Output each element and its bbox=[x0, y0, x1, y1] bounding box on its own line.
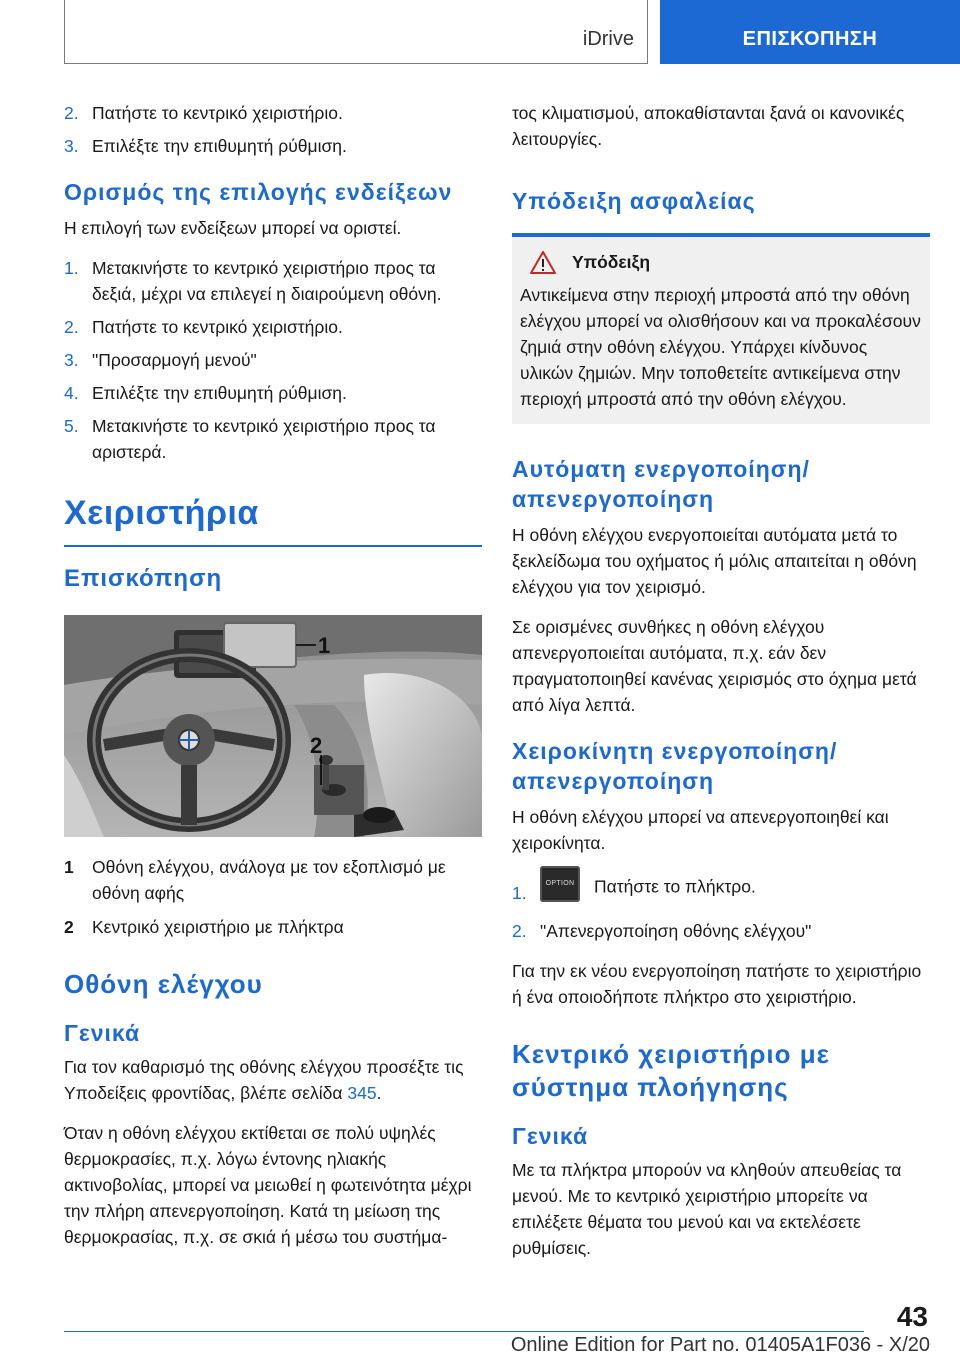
auto-paragraph-1: Η οθόνη ελέγχου ενεργοποιείται αυτόματα μετά το ξεκλείδωμα του οχήματος ή μόλις απαιτείται η οθόνη ελέγχου για τον χειρισμό. bbox=[512, 525, 917, 597]
heading-overview: Επισκόπηση bbox=[64, 565, 223, 592]
left-column bbox=[64, 100, 482, 1264]
list-item: 2. Πατήστε το κεντρικό χειριστήριο. bbox=[64, 103, 343, 123]
footer-rule bbox=[64, 1331, 864, 1332]
footer-edition: Online Edition for Part no. 01405A1F036 - X/20 bbox=[510, 1334, 930, 1356]
safety-text: Αντικείμενα στην περιοχή μπροστά από την οθόνη ελέγχου μπορεί να ολισθήσουν και να προκαλέσουν ζημιά στην οθόνη ελέγχου. Υπάρχει κίνδυνος υλικών ζημιών. Μην τοποθετείτε αντικείμενα στην περιοχή μπροστά από την οθόνη ελέγχου. bbox=[520, 285, 921, 409]
figure-label-1: 1 bbox=[318, 633, 331, 658]
header-section-tab[interactable]: ΕΠΙΣΚΟΠΗΣΗ bbox=[660, 0, 960, 64]
caption-row: 2 Κεντρικό χειριστήριο με πλήκτρα bbox=[64, 917, 344, 937]
heading-general: Γενικά bbox=[64, 1020, 141, 1046]
heading-control-display: Οθόνη ελέγχου bbox=[64, 969, 263, 999]
safety-note bbox=[512, 233, 930, 424]
list-item: 3. Επιλέξτε την επιθυμητή ρύθμιση. bbox=[64, 136, 347, 156]
list-item: 2. Πατήστε το κεντρικό χειριστήριο. bbox=[64, 317, 343, 337]
manual-paragraph: Η οθόνη ελέγχου μπορεί να απενεργοποιηθεί και χειροκίνητα. bbox=[512, 807, 889, 853]
header-chapter: iDrive bbox=[582, 28, 634, 50]
heading-controller-navigation: Κεντρικό χειριστήριο με σύστημα πλοήγησης bbox=[512, 1039, 831, 1102]
auto-paragraph-2: Σε ορισμένες συνθήκες η οθόνη ελέγχου απενεργοποιείται αυτόματα, π.χ. εάν δεν πραγματοποιηθεί κανένας χειρισμός στο όχημα μετά από λίγα λεπτά. bbox=[512, 617, 917, 715]
display-steps bbox=[64, 255, 482, 465]
page-link[interactable]: 345 bbox=[347, 1083, 377, 1103]
general-paragraph-1: Για τον καθαρισμό της οθόνης ελέγχου προσέξτε τις Υποδείξεις φροντίδας, βλέπε σελίδα 345. bbox=[64, 1057, 464, 1103]
page-number: 43 bbox=[896, 1301, 928, 1332]
heading-general-right: Γενικά bbox=[512, 1123, 589, 1149]
cockpit-illustration bbox=[64, 615, 482, 837]
option-key-icon: OPTION bbox=[540, 866, 580, 902]
steps-top bbox=[64, 100, 482, 159]
figure-label-2: 2 bbox=[310, 733, 323, 758]
list-item: 5. Μετακινήστε το κεντρικό χειριστήριο προς τα αριστερά. bbox=[64, 416, 436, 462]
heading-safety: Υπόδειξη ασφαλείας bbox=[512, 188, 756, 214]
list-item: 2. "Απενεργοποίηση οθόνης ελέγχου" bbox=[512, 921, 812, 941]
list-item: 4. Επιλέξτε την επιθυμητή ρύθμιση. bbox=[64, 383, 347, 403]
general-paragraph-2: Όταν η οθόνη ελέγχου εκτίθεται σε πολύ υψηλές θερμοκρασίες, π.χ. λόγω έντονης ηλιακής ακτινοβολίας, μπορεί να μειωθεί η φωτεινότητα μέχρι την πλήρη απενεργοποίηση. Κατά τη μείωση της θερμοκρασίας, π.χ. σε σκιά ή μέσω του συστήμα- bbox=[64, 1123, 472, 1247]
nav-paragraph: Με τα πλήκτρα μπορούν να κληθούν απευθείας τα μενού. Με το κεντρικό χειριστήριο μπορείτε να επιλέξετε θέματα του μενού και να εκτελέσετε ρυθμίσεις. bbox=[512, 1160, 902, 1258]
manual-steps bbox=[512, 870, 930, 944]
figure-captions bbox=[64, 854, 482, 940]
list-item: 1. OPTION Πατήστε το πλήκτρο. bbox=[512, 870, 930, 906]
display-intro: Η επιλογή των ενδείξεων μπορεί να οριστεί. bbox=[64, 218, 402, 238]
list-item: 1. Μετακινήστε το κεντρικό χειριστήριο προς τα δεξιά, μέχρι να επιλεγεί η διαιρούμενη οθόνη. bbox=[64, 258, 442, 304]
heading-display-selection: Ορισμός της επιλογής ενδείξεων bbox=[64, 179, 453, 205]
safety-head: Υπόδειξη bbox=[520, 251, 922, 274]
manual-paragraph-2: Για την εκ νέου ενεργοποίηση πατήστε το χειριστήριο ή ένα οποιοδήποτε πλήκτρο στο χειριστήριο. bbox=[512, 961, 922, 1007]
heading-auto-toggle: Αυτόματη ενεργοποίηση/απενεργοποίηση bbox=[512, 456, 810, 512]
heading-controls: Χειριστήρια bbox=[64, 494, 259, 532]
right-column bbox=[512, 100, 930, 1275]
heading-rule bbox=[64, 545, 482, 547]
caption-row: 1 Οθόνη ελέγχου, ανάλογα με τον εξοπλισμό με οθόνη αφής bbox=[64, 857, 446, 903]
warning-icon bbox=[530, 251, 556, 274]
heading-manual-toggle: Χειροκίνητη ενεργοποίηση/απενεργοποίηση bbox=[512, 738, 838, 794]
continued-paragraph: τος κλιματισμού, αποκαθίστανται ξανά οι κανονικές λειτουργίες. bbox=[512, 103, 905, 149]
header-frame bbox=[64, 0, 648, 64]
list-item: 3. "Προσαρμογή μενού" bbox=[64, 350, 257, 370]
